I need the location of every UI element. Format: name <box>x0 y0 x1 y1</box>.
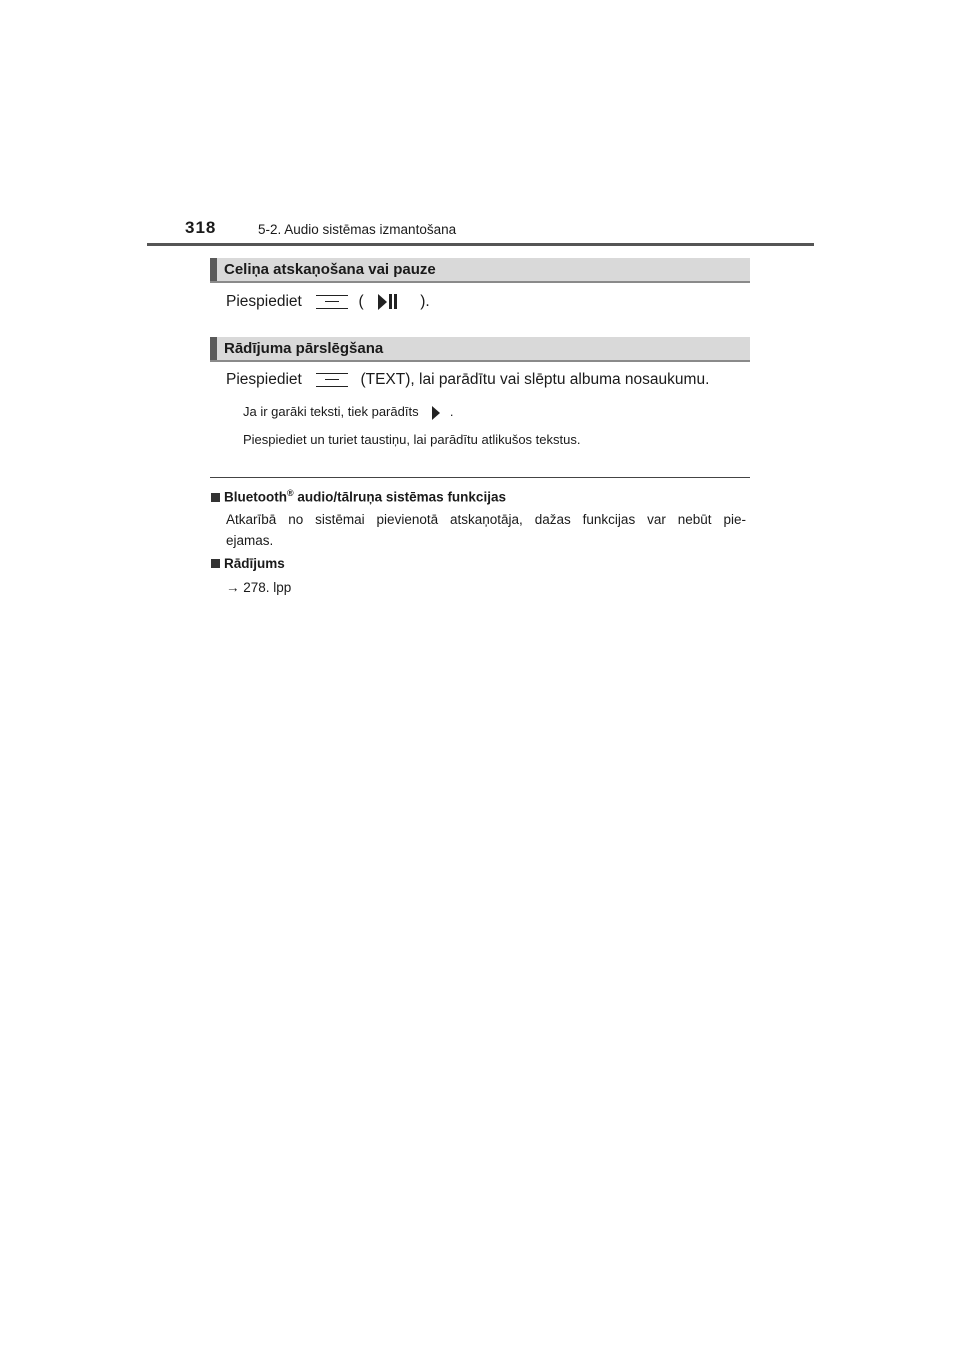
heading-bar <box>210 337 217 360</box>
paren-open: ( <box>358 293 364 310</box>
pause-bar <box>394 294 397 309</box>
pause-bar <box>389 294 392 309</box>
instruction-text-toggle <box>226 371 709 389</box>
note-title: audio/tālruņa sistēmas funkcijas <box>293 489 506 505</box>
page-number: 318 <box>185 218 217 237</box>
note-longer-text <box>243 404 453 420</box>
section-title: Celiņa atskaņošana vai pauze <box>224 261 436 278</box>
instruction-text: (TEXT), lai parādītu vai slēptu albuma nosaukumu. <box>360 371 710 388</box>
page-reference <box>226 577 291 598</box>
instruction-play-pause <box>226 293 430 311</box>
arrow-symbol: → <box>226 580 240 595</box>
section-title: Rādījuma pārslēgšana <box>224 340 384 357</box>
button-symbol-icon <box>316 295 348 309</box>
note-title: Bluetooth <box>224 489 287 505</box>
note-body-bluetooth <box>226 509 746 551</box>
note-line: ejamas. <box>226 533 274 548</box>
note-text: Ja ir garāki teksti, tiek parādīts <box>243 404 419 419</box>
note-hold-button: Piespiediet un turiet taustiņu, lai parādītu atlikušos tekstus. <box>243 432 581 447</box>
header-rule <box>147 243 814 246</box>
reference-text: 278. lpp <box>243 580 292 595</box>
arrow-shape <box>432 406 440 420</box>
instruction-text: Piespiediet <box>226 293 302 310</box>
note-heading-display <box>211 556 285 571</box>
note-title: Rādījums <box>224 556 285 571</box>
bullet-square-icon <box>211 559 220 568</box>
note-heading-bluetooth <box>211 488 506 505</box>
separator-line <box>210 477 750 478</box>
registered-mark: ® <box>287 488 294 498</box>
note-text: . <box>449 404 454 419</box>
heading-bar <box>210 258 217 281</box>
chapter-title: 5-2. Audio sistēmas izmantošana <box>258 222 457 237</box>
instruction-text: Piespiediet <box>226 371 302 388</box>
play-pause-icon <box>378 293 408 311</box>
bullet-square-icon <box>211 493 220 502</box>
note-line: Atkarībā no sistēmai pievienotā atskaņotāja, dažas funkcijas var nebūt pie- <box>226 512 746 527</box>
section-heading-play-pause <box>210 258 750 283</box>
paren-close: ). <box>420 293 430 310</box>
play-triangle <box>378 294 387 310</box>
button-symbol-icon <box>316 373 348 387</box>
section-heading-display <box>210 337 750 362</box>
more-text-arrow-icon <box>432 404 440 420</box>
